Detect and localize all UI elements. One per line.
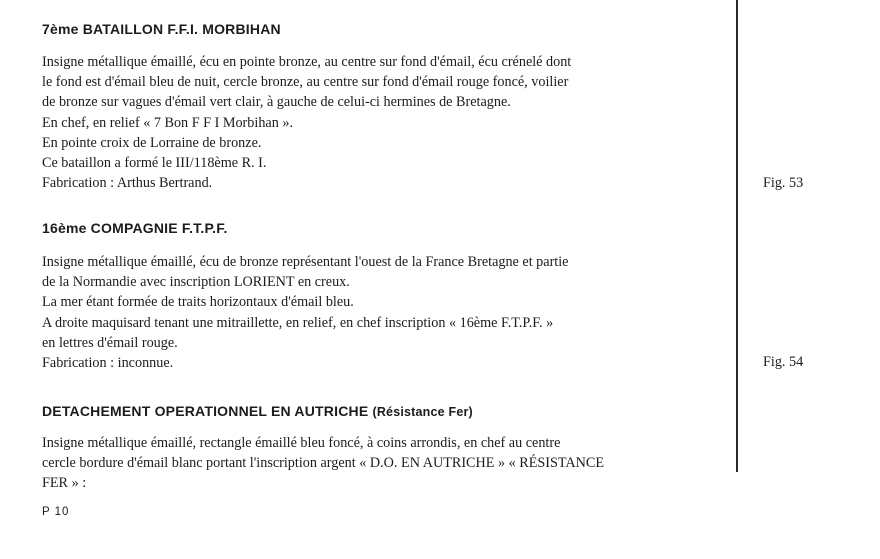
body-line: en lettres d'émail rouge. (42, 334, 178, 351)
section-16eme-compagnie (42, 219, 732, 373)
body-line: de la Normandie avec inscription LORIENT en creux. (42, 274, 350, 291)
section-body (42, 52, 732, 193)
body-line: cercle bordure d'émail blanc portant l'inscription argent « D.O. EN AUTRICHE » « RÉSISTANCE (42, 455, 605, 472)
body-line: A droite maquisard tenant une mitraillette, en relief, en chef inscription « 16ème F.T.P.F. » (42, 314, 554, 331)
section-7eme-bataillon (42, 20, 732, 193)
body-line: Insigne métallique émaillé, rectangle émaillé bleu foncé, à coins arrondis, en chef au centre (42, 435, 561, 451)
column-divider (736, 0, 738, 472)
section-heading: 7ème BATAILLON F.F.I. MORBIHAN (42, 21, 281, 37)
body-line: Insigne métallique émaillé, écu de bronze représentant l'ouest de la France Bretagne et partie (42, 254, 569, 270)
figure-reference-53: Fig. 53 (763, 175, 804, 191)
figure-reference-54: Fig. 54 (763, 354, 804, 370)
page-number: P 10 (42, 506, 70, 518)
body-line: En pointe croix de Lorraine de bronze. (42, 134, 262, 151)
heading-main: DETACHEMENT OPERATIONNEL EN AUTRICHE (42, 403, 369, 419)
body-line: En chef, en relief « 7 Bon F F I Morbihan ». (42, 114, 293, 131)
body-line: le fond est d'émail bleu de nuit, cercle bronze, au centre sur fond d'émail rouge foncé, voilier (42, 74, 569, 91)
body-line: Ce bataillon a formé le III/118ème R. I. (42, 155, 267, 172)
body-line: La mer étant formée de traits horizontaux d'émail bleu. (42, 294, 354, 311)
body-line: Fabrication : inconnue. (42, 355, 174, 372)
section-body (42, 252, 732, 373)
section-heading: 16ème COMPAGNIE F.T.P.F. (42, 220, 228, 236)
body-line: Fabrication : Arthus Bertrand. (42, 175, 213, 192)
body-line: Insigne métallique émaillé, écu en pointe bronze, au centre sur fond d'émail, écu crénelé dont (42, 54, 572, 70)
heading-sub: (Résistance Fer) (372, 405, 473, 419)
section-detachement-autriche (42, 402, 732, 494)
section-heading (42, 402, 732, 421)
section-body (42, 433, 732, 494)
body-line: de bronze sur vagues d'émail vert clair, à gauche de celui-ci hermines de Bretagne. (42, 94, 511, 111)
body-line: FER » : (42, 475, 87, 492)
